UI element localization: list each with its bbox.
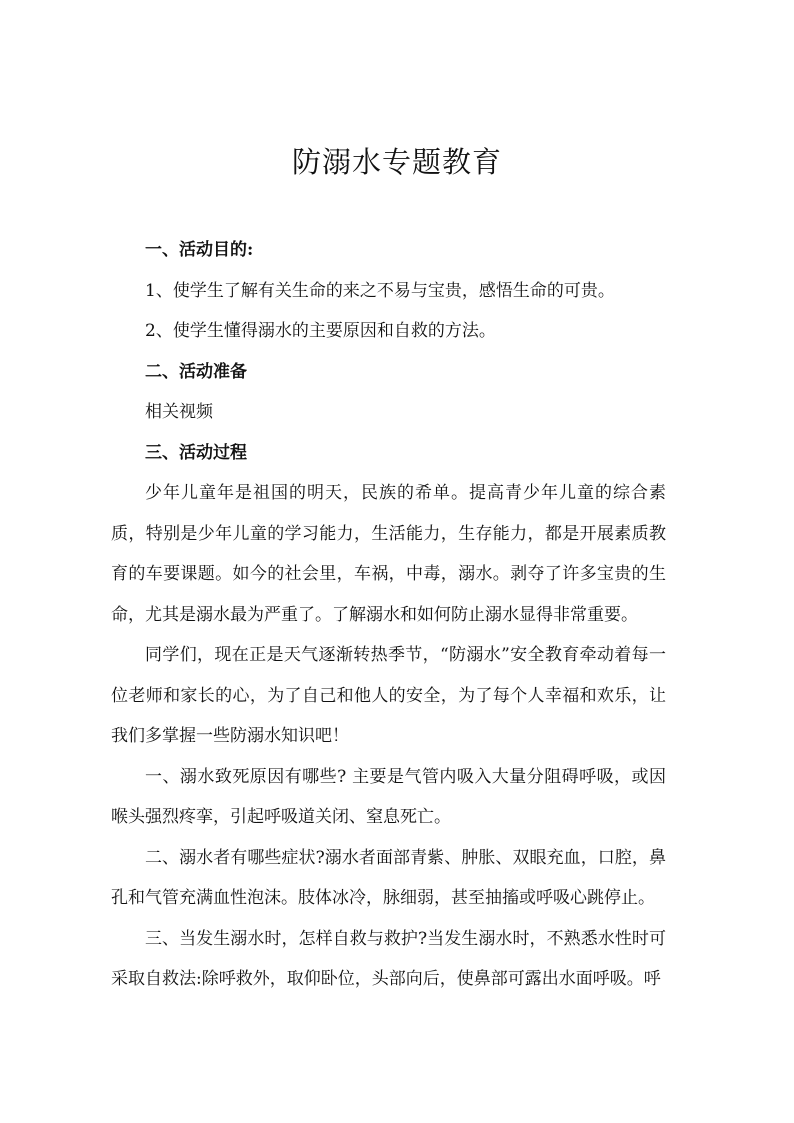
document-body (111, 230, 700, 1000)
paragraph-intro: 少年儿童年是祖国的明天，民族的希单。提高青少年儿童的综合素质，特别是少年儿童的学习能力，生活能力，生存能力，都是开展素质教育的车要课题。如今的社会里，车祸，中毒，溺水。剥夺了许多宝贵的生命，尤其是溺水最为严重了。了解溺水和如何防止溺水显得非常重要。 (111, 483, 666, 625)
document-title: 防溺水专题教育 (291, 145, 502, 179)
paragraph-symptoms: 二、溺水者有哪些症状?溺水者面部青紫、肿胀、双眼充血，口腔，鼻孔和气管充满血性泡沫。肢体冰冷，脉细弱，甚至抽搐或呼吸心跳停止。 (111, 847, 666, 908)
paragraph-causes: 一、溺水致死原因有哪些? 主要是气管内吸入大量分阻碍呼吸，或因喉头强烈疼挛，引起呼吸道关闭、窒息死亡。 (111, 766, 666, 827)
purpose-item-1: 1、使学生了解有关生命的来之不易与宝贵，感悟生命的可贵。 (145, 280, 615, 301)
paragraph-self-rescue: 三、当发生溺水时，怎样自救与救护?当发生溺水时，不熟悉水性时可采取自救法:除呼救外，取仰卧位，头部向后，使鼻部可露出水面呼吸。呼 (111, 928, 666, 989)
preparation-text: 相关视频 (145, 402, 213, 422)
paragraph-appeal: 同学们，现在正是天气逐渐转热季节，“防溺水”安全教育牵动着每一位老师和家长的心，为了自己和他人的安全，为了每个人幸福和欢乐，让我们多掌握一些防溺水知识吧！ (111, 645, 666, 746)
section-heading-purpose: 一、活动目的: (145, 240, 254, 260)
section-heading-process: 三、活动过程 (145, 442, 247, 463)
purpose-item-2: 2、使学生懂得溺水的主要原因和自救的方法。 (145, 321, 496, 341)
section-heading-preparation: 二、活动准备 (145, 361, 247, 382)
